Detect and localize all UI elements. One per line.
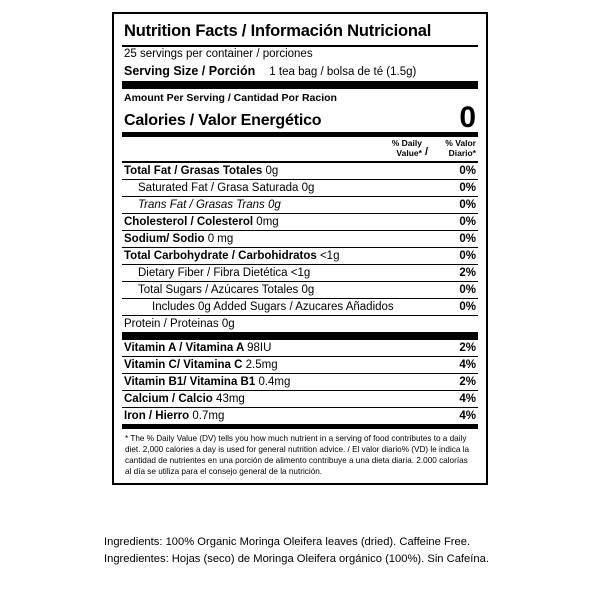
ingredients-block xyxy=(104,534,524,569)
daily-value-header xyxy=(122,137,478,161)
footnote-es: le indica la cantidad de nutrientes en una porción de alimento contribuye a una dieta diaria. 2.000 calorías al día se utiliza para el consejo general de la nutrición. xyxy=(125,445,470,477)
nutrient-row xyxy=(122,282,478,298)
nutrient-amount: 0g xyxy=(221,318,235,330)
nutrient-percent: 0% xyxy=(459,182,476,194)
nutrient-name: Trans Fat / Grasas Trans 0g xyxy=(138,199,281,211)
nutrient-percent: 0% xyxy=(459,233,476,245)
nutrient-percent: 0% xyxy=(459,301,476,313)
nutrient-percent: 0% xyxy=(459,250,476,262)
footnote-en: * The % Daily Value (DV) tells you how much nutrient in a serving of food contributes to a daily diet. 2,000 calories a day is used for general nutrition advice. / El valor diario% (VD) xyxy=(125,434,467,455)
protein-row xyxy=(122,316,478,332)
serving-size-row xyxy=(122,62,478,81)
calories-label: Calories / Valor Energético xyxy=(124,112,322,130)
nutrient-name: Total Sugars / Azúcares Totales 0g xyxy=(138,284,315,296)
divider-thick-top xyxy=(122,81,478,89)
vitamin-amount: 43mg xyxy=(216,393,245,405)
nutrient-amount: 0g xyxy=(265,165,279,177)
nutrient-name: Total Carbohydrate / Carbohidratos <1g xyxy=(124,250,340,262)
nutrient-name: Includes 0g Added Sugars / Azucares Añadidos xyxy=(152,301,394,313)
nutrient-row xyxy=(122,163,478,179)
nutrient-amount: 0g xyxy=(301,182,315,194)
vitamin-percent: 2% xyxy=(459,376,476,388)
nutrient-name: Total Fat / Grasas Totales 0g xyxy=(124,165,279,177)
vitamin-amount: 0.7mg xyxy=(192,410,225,422)
calories-value: 0 xyxy=(459,100,476,134)
vitamin-row xyxy=(122,408,478,424)
nutrient-row xyxy=(122,265,478,281)
vitamin-name: Calcium / Calcio 43mg xyxy=(124,393,245,405)
vitamin-percent: 4% xyxy=(459,410,476,422)
nutrient-name: Saturated Fat / Grasa Saturada 0g xyxy=(138,182,315,194)
nutrient-name: Dietary Fiber / Fibra Dietética <1g xyxy=(138,267,311,279)
vitamin-row xyxy=(122,340,478,356)
footnote xyxy=(122,429,478,479)
nutrient-name: Cholesterol / Colesterol 0mg xyxy=(124,216,279,228)
servings-per-container: 25 servings per container / porciones xyxy=(124,47,313,60)
vitamin-amount: 98IU xyxy=(247,342,272,354)
vitamin-name: Vitamin B1/ Vitamina B1 0.4mg xyxy=(124,376,291,388)
daily-value-header-slash: / xyxy=(424,146,428,159)
calories-row xyxy=(122,100,478,134)
vitamin-row xyxy=(122,374,478,390)
amount-per-serving: Amount Per Serving / Cantidad Por Racion xyxy=(124,91,337,104)
nutrient-amount: <1g xyxy=(290,267,311,279)
vitamin-percent: 2% xyxy=(459,342,476,354)
serving-size-value: 1 tea bag / bolsa de té (1.5g) xyxy=(269,65,417,78)
vitamin-name: Vitamin C/ Vitamina C 2.5mg xyxy=(124,359,278,371)
nutrient-row xyxy=(122,180,478,196)
vitamin-percent: 4% xyxy=(459,359,476,371)
nutrient-amount: <1g xyxy=(319,250,340,262)
vitamin-row xyxy=(122,391,478,407)
nutrient-row xyxy=(122,248,478,264)
daily-value-header-es: % Valor Diario* xyxy=(445,138,476,159)
nutrient-row xyxy=(122,299,478,315)
nutrient-percent: 0% xyxy=(459,284,476,296)
page-title: Nutrition Facts / Información Nutricional xyxy=(124,22,432,40)
nutrition-facts-panel xyxy=(112,12,488,485)
serving-size-label: Serving Size / Porción xyxy=(124,63,256,78)
nutrient-percent: 2% xyxy=(459,267,476,279)
nutrient-percent: 0% xyxy=(459,199,476,211)
nutrient-amount: 0g xyxy=(267,199,281,211)
daily-value-header-en: % Daily Value* xyxy=(391,138,422,159)
vitamin-percent: 4% xyxy=(459,393,476,405)
vitamin-amount: 0.4mg xyxy=(258,376,291,388)
vitamin-name: Vitamin A / Vitamina A 98IU xyxy=(124,342,272,354)
vitamin-row xyxy=(122,357,478,373)
nutrient-row xyxy=(122,214,478,230)
nutrient-row xyxy=(122,197,478,213)
nutrient-name: Sodium/ Sodio 0 mg xyxy=(124,233,234,245)
ingredients-en: Ingredients: 100% Organic Moringa Oleifera leaves (dried). Caffeine Free. xyxy=(104,536,471,548)
nutrient-amount: 0mg xyxy=(256,216,279,228)
nutrient-name: Protein / Proteinas 0g xyxy=(124,318,235,330)
ingredients-es: Ingredientes: Hojas (seco) de Moringa Oleifera orgánico (100%). Sin Cafeína. xyxy=(104,553,489,566)
divider-thick-vitamins xyxy=(122,332,478,340)
nutrient-amount: 0g xyxy=(301,284,315,296)
vitamin-name: Iron / Hierro 0.7mg xyxy=(124,410,225,422)
nutrient-percent: 0% xyxy=(459,216,476,228)
nutrient-row xyxy=(122,231,478,247)
nutrient-amount: 0 mg xyxy=(207,233,234,245)
nutrient-percent: 0% xyxy=(459,165,476,177)
vitamin-amount: 2.5mg xyxy=(245,359,278,371)
